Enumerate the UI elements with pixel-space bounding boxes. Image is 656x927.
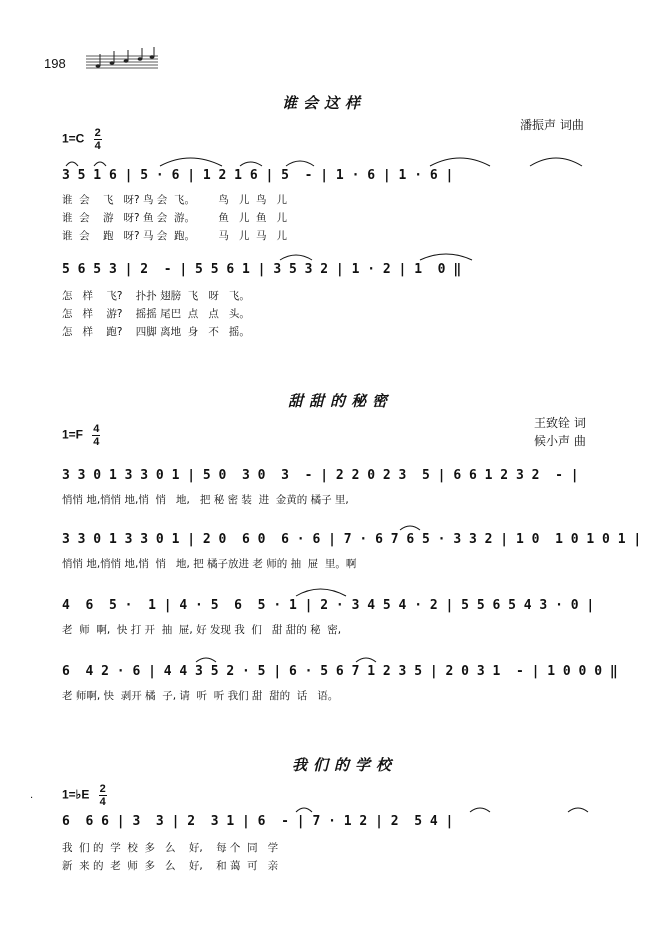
song-author: 候小声 曲: [534, 434, 586, 448]
notation-row: 3 3 0 1 3 3 0 1 | 2 0 6 0 6 · 6 | 7 · 6 7 6 5 · 3 3 2 | 1 0 1 0 1 0 1 |: [62, 532, 642, 547]
page-number: 198: [44, 56, 66, 71]
music-staff-ornament-icon: [84, 46, 160, 74]
lyrics-line: 老 师 啊, 快 打 开 抽 屉, 好 发现 我 们 甜 甜的 秘 密,: [62, 624, 342, 636]
song-title: 甜甜的秘密: [288, 392, 394, 410]
time-signature: $\frac{4}{4}$: [93, 423, 100, 448]
lyrics-line: 老 师啊, 快 剥开 橘 子, 请 听 听 我们 甜 甜的 话 语。: [62, 690, 339, 702]
notation-row: 3 5 1 6 | 5 · 6 | 1 2 1 6 | 5 - | 1 · 6 | 1 · 6 |: [62, 168, 454, 183]
lyrics-line: 悄悄 地,悄悄 地,悄 悄 地, 把 橘子放进 老 师的 抽 屉 里。啊: [62, 558, 357, 570]
time-signature: $\frac{2}{4}$: [94, 127, 101, 152]
lyrics-line: 怎 样 飞? 扑扑 翅膀 飞 呀 飞。: [62, 290, 250, 302]
song-author: 王致铨 词: [534, 416, 586, 430]
notation-row: 6 4 2 · 6 | 4 4 3 5 2 · 5 | 6 · 5 6 7 1 2 3 5 | 2 0 3 1 - | 1 0 0 0 ‖: [62, 664, 618, 679]
notation-row: 6 6 6 | 3 3 | 2 3 1 | 6 - | 7 · 1 2 | 2 5 4 |: [62, 814, 454, 829]
song-title: 谁会这样: [282, 94, 367, 112]
lyrics-line: 悄悄 地,悄悄 地,悄 悄 地, 把 秘 密 装 进 金黄的 橘子 里,: [62, 494, 349, 506]
song-title: 我们的学校: [292, 756, 398, 774]
lyrics-line: 谁 会 游 呀? 鱼 会 游。 鱼 儿 鱼 儿: [62, 212, 288, 224]
notation-row: 3 3 0 1 3 3 0 1 | 5 0 3 0 3 - | 2 2 0 2 3 5 | 6 6 1 2 3 2 - |: [62, 468, 579, 483]
notation-row: 5 6 5 3 | 2 - | 5 5 6 1 | 3 5 3 2 | 1 · 2 | 1 0 ‖: [62, 262, 462, 277]
lyrics-line: 我 们 的 学 校 多 么 好, 每 个 同 学: [62, 842, 279, 854]
key-signature: 1=F $\frac{4}{4}$: [62, 423, 100, 448]
lyrics-line: 谁 会 跑 呀? 马 会 跑。 马 儿 马 儿: [62, 230, 288, 242]
lyrics-line: 新 来 的 老 师 多 么 好, 和 蔼 可 亲: [62, 860, 279, 872]
margin-mark: ·: [30, 793, 34, 804]
song-author: 潘振声 词曲: [520, 118, 584, 132]
time-signature: $\frac{2}{4}$: [99, 783, 106, 808]
notation-row: 4 6 5 · 1 | 4 · 5 6 5 · 1 | 2 · 3 4 5 4 · 2 | 5 5 6 5 4 3 · 0 |: [62, 598, 595, 613]
key-signature: 1=C $\frac{2}{4}$: [62, 127, 101, 152]
key-signature: 1=♭E $\frac{2}{4}$: [62, 783, 106, 808]
lyrics-line: 怎 样 跑? 四脚 离地 身 不 摇。: [62, 326, 250, 338]
lyrics-line: 怎 样 游? 摇摇 尾巴 点 点 头。: [62, 308, 250, 320]
lyrics-line: 谁 会 飞 呀? 鸟 会 飞。 鸟 儿 鸟 儿: [62, 194, 288, 206]
